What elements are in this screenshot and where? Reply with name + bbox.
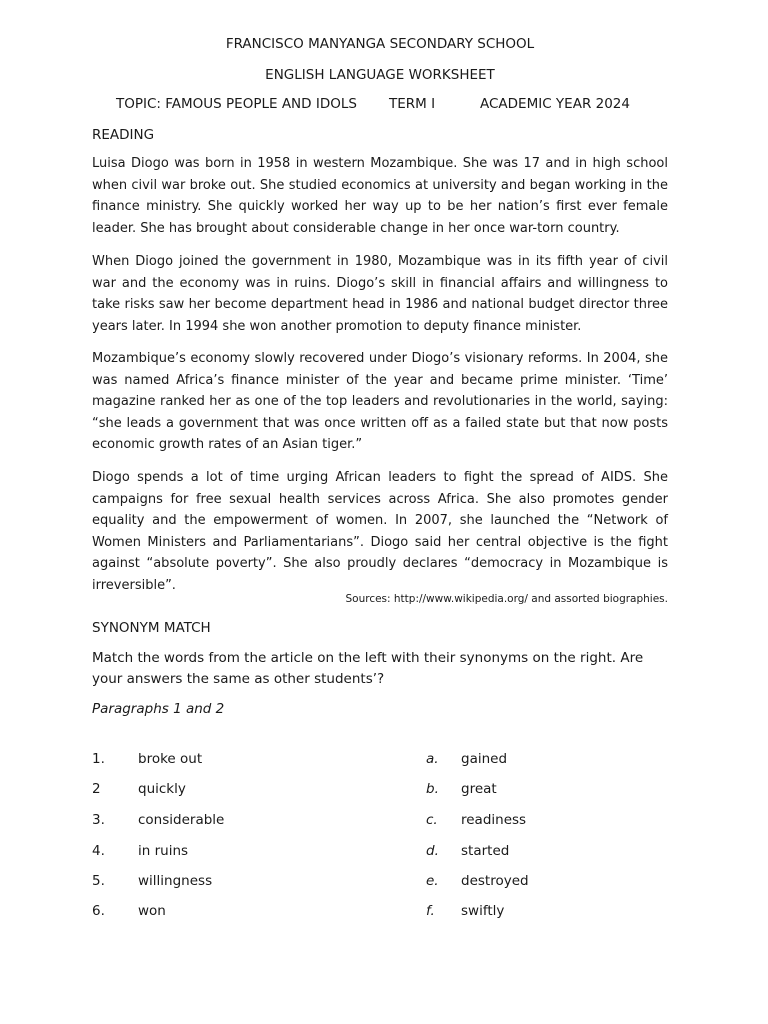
- synonym-word: gained: [461, 751, 508, 767]
- synonym-word: destroyed: [461, 873, 529, 889]
- item-number: 5.: [92, 873, 105, 889]
- reading-heading: READING: [92, 127, 155, 143]
- item-number: 3.: [92, 812, 105, 828]
- sources-note: Sources: http://www.wikipedia.org/ and assorted biographies.: [345, 593, 668, 605]
- option-letter: f.: [426, 903, 435, 919]
- article-word: quickly: [138, 781, 186, 797]
- synonym-word: readiness: [461, 812, 527, 828]
- match-row: [92, 779, 668, 801]
- match-row: [92, 810, 668, 832]
- item-number: 1.: [92, 751, 105, 767]
- match-row: [92, 901, 668, 923]
- option-letter: d.: [426, 843, 439, 859]
- article-word: broke out: [138, 751, 203, 767]
- option-letter: b.: [426, 781, 439, 797]
- paragraphs-subheading: Paragraphs 1 and 2: [92, 701, 225, 717]
- reading-paragraph-4: Diogo spends a lot of time urging African leaders to fight the spread of AIDS. She campaigns for free sexual health services across Africa. She also promotes gender equality and the empowerment of women. In 2007, she launched the “Network of Women Ministers and Parliamentarians”. Diogo said her central objective is the fight against “absolute poverty”. She also proudly declares “democracy in Mozambique is irreversible”.: [92, 470, 668, 593]
- synonym-word: great: [461, 781, 497, 797]
- article-word: in ruins: [138, 843, 189, 859]
- synonym-match-heading: SYNONYM MATCH: [92, 620, 211, 636]
- option-letter: a.: [426, 751, 439, 767]
- synonym-instruction: Match the words from the article on the left with their synonyms on the right. Are your answers the same as other students’?: [92, 650, 644, 687]
- item-number: 2: [92, 781, 101, 797]
- match-row: [92, 749, 668, 771]
- synonym-word: started: [461, 843, 510, 859]
- reading-paragraph-2: When Diogo joined the government in 1980, Mozambique was in its fifth year of civil war and the economy was in ruins. Diogo’s skill in financial affairs and willingness to take risks saw her become department head in 1986 and national budget director three years later. In 1994 she won another promotion to deputy finance minister.: [92, 254, 668, 334]
- item-number: 6.: [92, 903, 105, 919]
- reading-paragraph-1: Luisa Diogo was born in 1958 in western Mozambique. She was 17 and in high school when civil war broke out. She studied economics at university and began working in the finance ministry. She quickly worked her way up to be her nation’s first ever female leader. She has brought about considerable change in her once war-torn country.: [92, 156, 668, 236]
- article-word: considerable: [138, 812, 225, 828]
- article-word: willingness: [138, 873, 213, 889]
- article-word: won: [138, 903, 166, 919]
- match-row: [92, 841, 668, 863]
- term-label: TERM I: [389, 96, 436, 112]
- option-letter: c.: [426, 812, 438, 828]
- school-name: FRANCISCO MANYANGA SECONDARY SCHOOL: [225, 36, 535, 52]
- topic-label: TOPIC: FAMOUS PEOPLE AND IDOLS: [116, 96, 357, 112]
- synonym-word: swiftly: [461, 903, 505, 919]
- item-number: 4.: [92, 843, 105, 859]
- reading-paragraph-3: Mozambique’s economy slowly recovered under Diogo’s visionary reforms. In 2004, she was named Africa’s finance minister of the year and became prime minister. ‘Time’ magazine ranked her as one of the top leaders and revolutionaries in the world, saying: “she leads a government that was once written off as a failed state but that now posts economic growth rates of an Asian tiger.”: [92, 351, 668, 453]
- match-row: [92, 871, 668, 893]
- worksheet-title: ENGLISH LANGUAGE WORKSHEET: [265, 67, 495, 83]
- option-letter: e.: [426, 873, 439, 889]
- academic-year-label: ACADEMIC YEAR 2024: [480, 96, 630, 112]
